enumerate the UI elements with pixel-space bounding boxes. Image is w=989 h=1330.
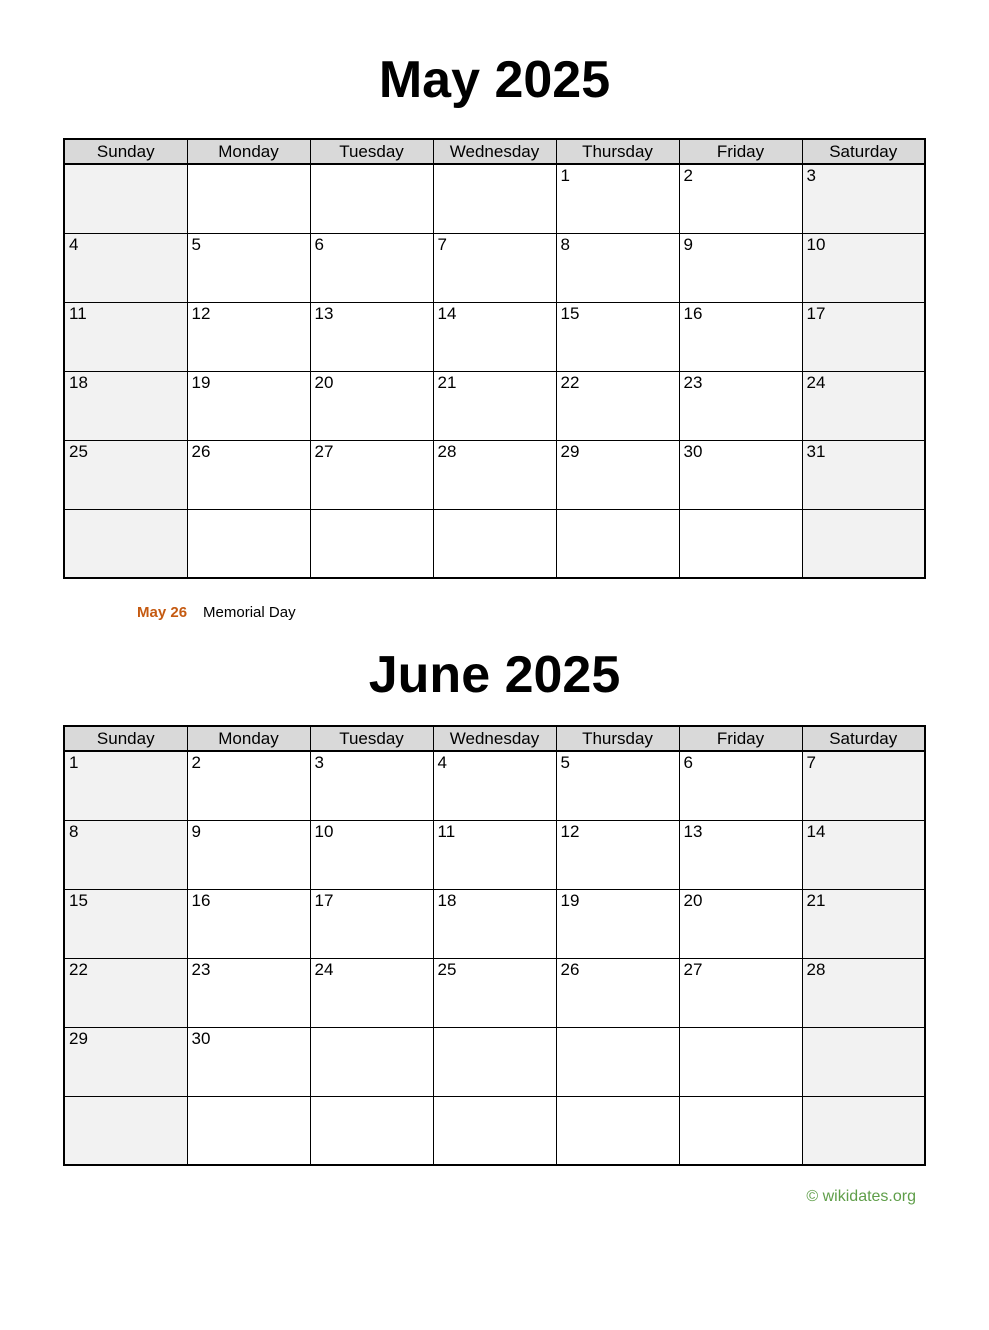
empty-day-cell <box>187 1096 310 1165</box>
calendar-page <box>63 50 926 1206</box>
day-cell: 22 <box>64 958 187 1027</box>
weekday-header-thursday: Thursday <box>556 139 679 164</box>
day-cell: 28 <box>802 958 925 1027</box>
day-cell: 26 <box>556 958 679 1027</box>
day-cell: 11 <box>64 302 187 371</box>
calendar-body <box>64 751 925 1165</box>
day-cell: 25 <box>64 440 187 509</box>
day-cell: 2 <box>187 751 310 820</box>
day-cell: 14 <box>433 302 556 371</box>
empty-day-cell <box>679 1027 802 1096</box>
day-cell: 18 <box>433 889 556 958</box>
week-row <box>64 958 925 1027</box>
calendar-body <box>64 164 925 578</box>
day-cell: 16 <box>187 889 310 958</box>
empty-day-cell <box>433 509 556 578</box>
day-cell: 11 <box>433 820 556 889</box>
day-cell: 28 <box>433 440 556 509</box>
day-cell: 25 <box>433 958 556 1027</box>
week-row <box>64 371 925 440</box>
page-footer <box>63 1188 926 1206</box>
month-title-june: June 2025 <box>368 646 621 704</box>
day-cell: 19 <box>556 889 679 958</box>
empty-day-cell <box>310 1096 433 1165</box>
day-cell: 29 <box>64 1027 187 1096</box>
month-section-june <box>63 645 926 1166</box>
empty-day-cell <box>310 164 433 233</box>
holiday-note-date: May 26 <box>137 604 188 621</box>
empty-day-cell <box>433 1096 556 1165</box>
day-cell: 19 <box>187 371 310 440</box>
day-cell: 12 <box>556 820 679 889</box>
day-cell: 8 <box>556 233 679 302</box>
empty-day-cell <box>64 164 187 233</box>
day-cell: 5 <box>187 233 310 302</box>
day-cell: 16 <box>679 302 802 371</box>
day-cell: 27 <box>679 958 802 1027</box>
day-cell: 6 <box>310 233 433 302</box>
day-cell: 26 <box>187 440 310 509</box>
weekday-header-saturday: Saturday <box>802 139 925 164</box>
week-row <box>64 164 925 233</box>
day-cell: 3 <box>802 164 925 233</box>
month-title-may: May 2025 <box>378 51 611 109</box>
weekday-header-row <box>64 726 925 751</box>
empty-day-cell <box>310 509 433 578</box>
weekday-header-saturday: Saturday <box>802 726 925 751</box>
empty-day-cell <box>64 509 187 578</box>
weekday-header-tuesday: Tuesday <box>310 139 433 164</box>
day-cell: 13 <box>310 302 433 371</box>
week-row <box>64 1096 925 1165</box>
weekday-header-friday: Friday <box>679 726 802 751</box>
day-cell: 9 <box>679 233 802 302</box>
weekday-header-sunday: Sunday <box>64 726 187 751</box>
day-cell: 14 <box>802 820 925 889</box>
weekday-header-wednesday: Wednesday <box>433 139 556 164</box>
day-cell: 7 <box>433 233 556 302</box>
month-section-may <box>63 50 926 623</box>
empty-day-cell <box>64 1096 187 1165</box>
day-cell: 21 <box>802 889 925 958</box>
calendar-table-may <box>63 138 926 579</box>
day-cell: 10 <box>310 820 433 889</box>
day-cell: 15 <box>556 302 679 371</box>
empty-day-cell <box>802 1027 925 1096</box>
empty-day-cell <box>556 1096 679 1165</box>
day-cell: 20 <box>679 889 802 958</box>
weekday-header-monday: Monday <box>187 139 310 164</box>
empty-day-cell <box>802 509 925 578</box>
day-cell: 23 <box>679 371 802 440</box>
day-cell: 6 <box>679 751 802 820</box>
day-cell: 3 <box>310 751 433 820</box>
day-cell: 15 <box>64 889 187 958</box>
day-cell: 17 <box>310 889 433 958</box>
weekday-header-sunday: Sunday <box>64 139 187 164</box>
day-cell: 23 <box>187 958 310 1027</box>
day-cell: 8 <box>64 820 187 889</box>
empty-day-cell <box>556 1027 679 1096</box>
day-cell: 17 <box>802 302 925 371</box>
day-cell: 4 <box>64 233 187 302</box>
day-cell: 1 <box>556 164 679 233</box>
day-cell: 29 <box>556 440 679 509</box>
day-cell: 21 <box>433 371 556 440</box>
day-cell: 10 <box>802 233 925 302</box>
day-cell: 5 <box>556 751 679 820</box>
day-cell: 1 <box>64 751 187 820</box>
day-cell: 24 <box>802 371 925 440</box>
day-cell: 18 <box>64 371 187 440</box>
week-row <box>64 1027 925 1096</box>
day-cell: 24 <box>310 958 433 1027</box>
empty-day-cell <box>679 1096 802 1165</box>
weekday-header-thursday: Thursday <box>556 726 679 751</box>
holiday-note-label: Memorial Day <box>203 604 296 621</box>
calendar-table-june <box>63 725 926 1166</box>
day-cell: 4 <box>433 751 556 820</box>
weekday-header-row <box>64 139 925 164</box>
day-cell: 31 <box>802 440 925 509</box>
empty-day-cell <box>556 509 679 578</box>
empty-day-cell <box>433 164 556 233</box>
week-row <box>64 820 925 889</box>
empty-day-cell <box>802 1096 925 1165</box>
week-row <box>64 889 925 958</box>
weekday-header-monday: Monday <box>187 726 310 751</box>
day-cell: 12 <box>187 302 310 371</box>
empty-day-cell <box>679 509 802 578</box>
day-cell: 7 <box>802 751 925 820</box>
day-cell: 13 <box>679 820 802 889</box>
weekday-header-tuesday: Tuesday <box>310 726 433 751</box>
week-row <box>64 440 925 509</box>
day-cell: 20 <box>310 371 433 440</box>
weekday-header-friday: Friday <box>679 139 802 164</box>
day-cell: 30 <box>679 440 802 509</box>
empty-day-cell <box>187 509 310 578</box>
day-cell: 30 <box>187 1027 310 1096</box>
empty-day-cell <box>433 1027 556 1096</box>
week-row <box>64 302 925 371</box>
day-cell: 22 <box>556 371 679 440</box>
holiday-note <box>63 603 926 623</box>
week-row <box>64 233 925 302</box>
day-cell: 27 <box>310 440 433 509</box>
week-row <box>64 509 925 578</box>
weekday-header-wednesday: Wednesday <box>433 726 556 751</box>
week-row <box>64 751 925 820</box>
wikidates-copyright-link[interactable]: © wikidates.org <box>806 1188 916 1205</box>
day-cell: 9 <box>187 820 310 889</box>
empty-day-cell <box>310 1027 433 1096</box>
day-cell: 2 <box>679 164 802 233</box>
empty-day-cell <box>187 164 310 233</box>
